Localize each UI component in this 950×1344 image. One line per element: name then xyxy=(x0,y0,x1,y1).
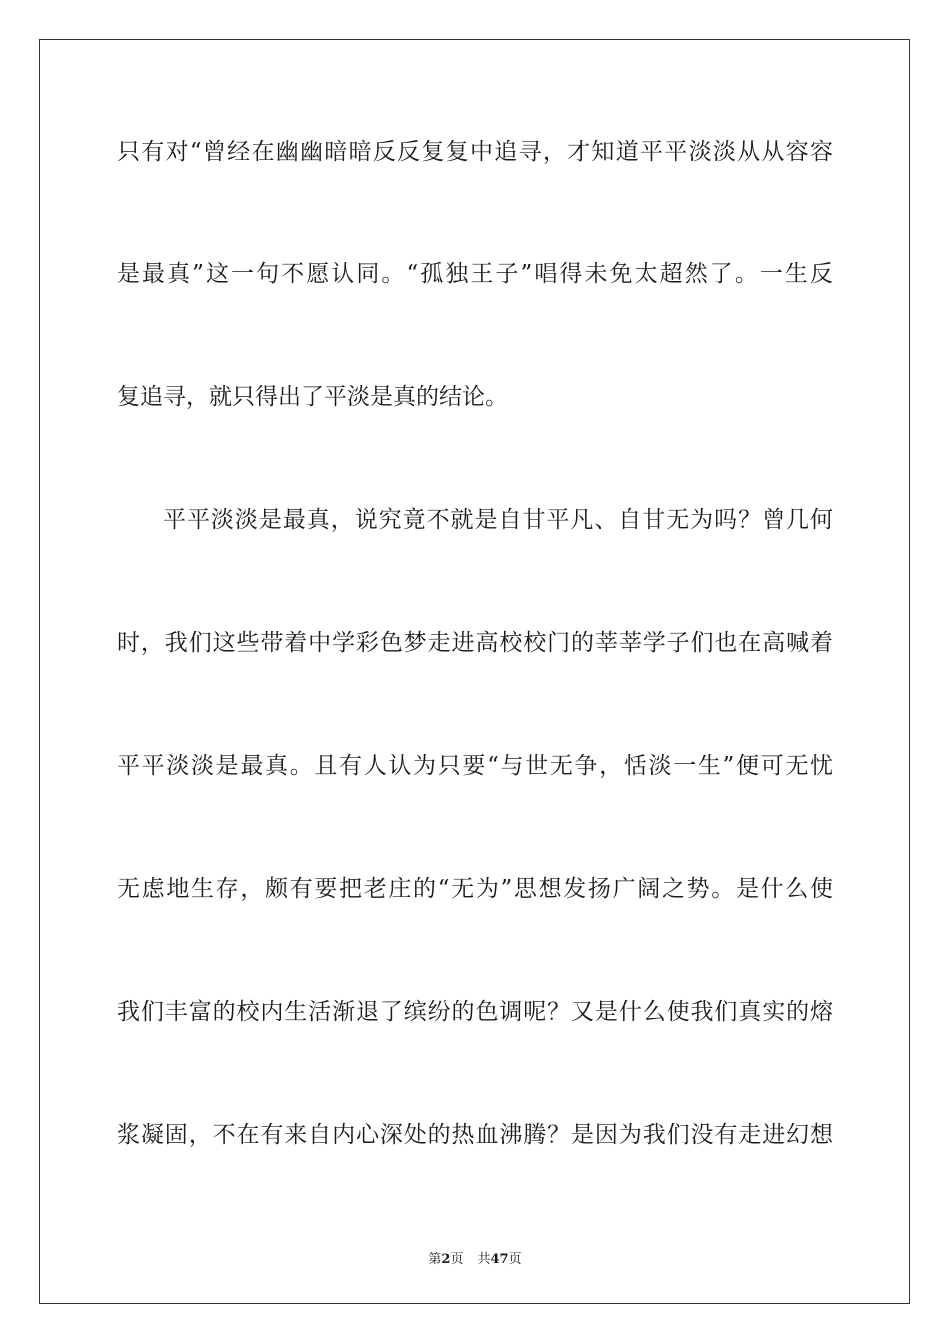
page-suffix: 页 xyxy=(450,1252,464,1267)
total-pages: 47 xyxy=(490,1252,509,1267)
total-prefix: 共 xyxy=(477,1252,491,1267)
page-border xyxy=(39,39,910,1304)
text-line-4-paragraph-start: 平平淡淡是最真，说究竟不就是自甘平凡、自甘无为吗？曾几何 xyxy=(163,507,833,533)
text-line-3: 复追寻，就只得出了平淡是真的结论。 xyxy=(117,384,508,410)
text-line-2: 是最真”这一句不愿认同。“孤独王子”唱得未免太超然了。一生反 xyxy=(117,261,833,287)
text-line-1: 只有对“曾经在幽幽暗暗反反复复中追寻，才知道平平淡淡从从容容 xyxy=(117,139,833,165)
total-suffix: 页 xyxy=(508,1252,522,1267)
text-line-9: 浆凝固，不在有来自内心深处的热血沸腾？是因为我们没有走进幻想 xyxy=(117,1122,833,1148)
page-number: 2 xyxy=(441,1252,451,1267)
text-line-7: 无虑地生存，颇有要把老庄的“无为”思想发扬广阔之势。是什么使 xyxy=(117,876,833,902)
text-line-8: 我们丰富的校内生活渐退了缤纷的色调呢？又是什么使我们真实的熔 xyxy=(117,999,833,1025)
page-footer xyxy=(0,1248,950,1267)
text-line-6: 平平淡淡是最真。且有人认为只要“与世无争，恬淡一生”便可无忧 xyxy=(117,753,833,779)
text-line-5: 时，我们这些带着中学彩色梦走进高校校门的莘莘学子们也在高喊着 xyxy=(117,630,833,656)
page-prefix: 第 xyxy=(428,1252,442,1267)
